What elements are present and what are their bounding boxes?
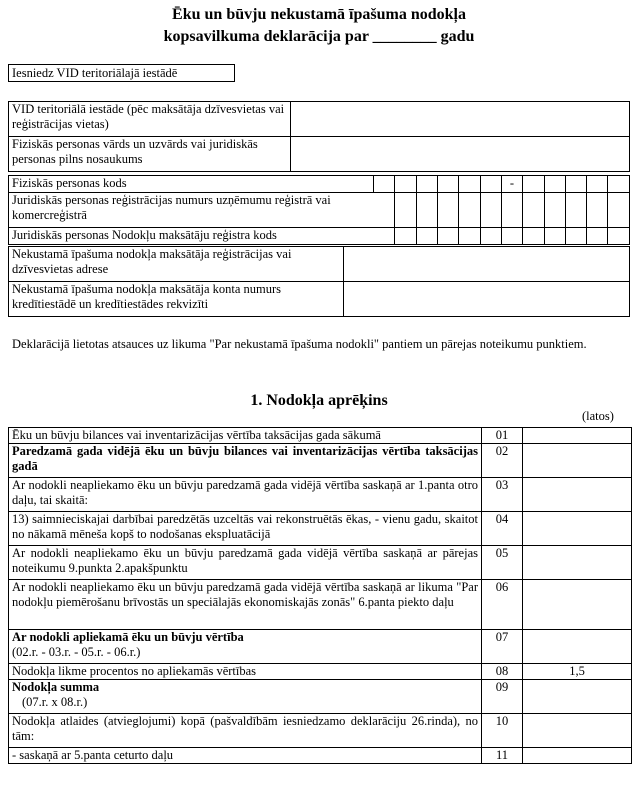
- info-table: [8, 101, 630, 172]
- row-label: 13) saimnieciskajai darbībai paredzētās uzceltās vai rekonstruētās ēkas, - vienu gadu, skaitot no nākamā mēneša kopš to nodošanas ekspluatācijā: [9, 512, 482, 546]
- tax-reg-code-label: Juridiskās personas Nodokļu maksātāju reģistra kods: [9, 228, 395, 245]
- tax-digit-box[interactable]: [544, 228, 565, 245]
- reg-digit-box[interactable]: [587, 193, 608, 228]
- row-code: 06: [482, 580, 523, 630]
- tax-digit-box[interactable]: [416, 228, 437, 245]
- row-code: 01: [482, 428, 523, 444]
- reg-digit-box[interactable]: [437, 193, 458, 228]
- tax-calc-table: [8, 427, 632, 764]
- tax-digit-box[interactable]: [459, 228, 480, 245]
- vid-field[interactable]: [291, 102, 630, 137]
- code-dash: -: [501, 176, 522, 193]
- row-label: Ar nodokli neapliekamo ēku un būvju paredzamā gada vidējā vērtība saskaņā ar likuma "Par nodokļu piemērošanu brīvostās un speciālajās ekonomiskajās zonās" 6.panta piekto daļu: [9, 580, 482, 630]
- vid-label: VID teritoriālā iestāde (pēc maksātāja dzīvesvietas vai reģistrācijas vietas): [9, 102, 291, 137]
- row-code: 07: [482, 630, 523, 664]
- row-code: 03: [482, 478, 523, 512]
- row-value-field[interactable]: [523, 444, 632, 478]
- row-label-cell: [9, 680, 482, 714]
- row-label: Ar nodokli neapliekamo ēku un būvju paredzamā gada vidējā vērtība saskaņā ar 1.panta otro daļu, tai skaitā:: [9, 478, 482, 512]
- address-field[interactable]: [344, 247, 630, 282]
- row-value-field[interactable]: [523, 580, 632, 630]
- code-digit-box[interactable]: [480, 176, 501, 193]
- row-code: 05: [482, 546, 523, 580]
- row-label-cell: [9, 630, 482, 664]
- row-code: 02: [482, 444, 523, 478]
- reference-note: Deklarācijā lietotas atsauces uz likuma "Par nekustamā īpašuma nodokli" pantiem un pārejas noteikumu punktiem.: [12, 337, 587, 351]
- reg-digit-box[interactable]: [416, 193, 437, 228]
- row-value-field[interactable]: [523, 630, 632, 664]
- tax-digit-box[interactable]: [501, 228, 522, 245]
- row-code: 11: [482, 748, 523, 764]
- document-title-line2: kopsavilkuma deklarācija par ________ gadu: [163, 28, 475, 45]
- row-value-field[interactable]: [523, 546, 632, 580]
- row-label: Ēku un būvju bilances vai inventarizācijas vērtība taksācijas gada sākumā: [9, 428, 482, 444]
- tax-digit-box[interactable]: [587, 228, 608, 245]
- unit-label: (latos): [582, 409, 614, 423]
- reg-digit-box[interactable]: [565, 193, 586, 228]
- row-sublabel: (02.r. - 03.r. - 05.r. - 06.r.): [12, 645, 141, 659]
- submit-to-label: Iesniedz VID teritoriālajā iestādē: [12, 66, 178, 80]
- row-value-field[interactable]: [523, 478, 632, 512]
- tax-digit-box[interactable]: [437, 228, 458, 245]
- row-sublabel: (07.r. x 08.r.): [22, 695, 88, 709]
- name-label: Fiziskās personas vārds un uzvārds vai juridiskās personas pilns nosaukums: [9, 137, 291, 172]
- code-digit-box[interactable]: [544, 176, 565, 193]
- row-value-field[interactable]: [523, 748, 632, 764]
- reg-digit-box[interactable]: [501, 193, 522, 228]
- bank-label: Nekustamā īpašuma nodokļa maksātāja konta numurs kredītiestādē un kredītiestādes rekvizīti: [9, 282, 344, 317]
- tax-digit-box[interactable]: [480, 228, 501, 245]
- tax-digit-box[interactable]: [565, 228, 586, 245]
- row-code: 09: [482, 680, 523, 714]
- row-value-field[interactable]: [523, 428, 632, 444]
- personal-code-label: Fiziskās personas kods: [9, 176, 374, 193]
- code-digit-box[interactable]: [373, 176, 394, 193]
- code-digit-box[interactable]: [608, 176, 630, 193]
- address-table: [8, 246, 630, 317]
- code-digit-box[interactable]: [416, 176, 437, 193]
- row-value-field[interactable]: 1,5: [523, 664, 632, 680]
- section-title: 1. Nodokļa aprēķins: [250, 392, 388, 409]
- row-value-field[interactable]: [523, 714, 632, 748]
- code-digit-box[interactable]: [459, 176, 480, 193]
- row-label: Nodokļa atlaides (atvieglojumi) kopā (pašvaldībām iesniedzamo deklarāciju 26.rinda), no tām:: [9, 714, 482, 748]
- address-label: Nekustamā īpašuma nodokļa maksātāja reģistrācijas vai dzīvesvietas adrese: [9, 247, 344, 282]
- code-digit-box[interactable]: [523, 176, 544, 193]
- row-label: Ar nodokli neapliekamo ēku un būvju paredzamā gada vidējā vērtība saskaņā ar pārejas noteikumu 9.punkta 2.apakšpunktu: [9, 546, 482, 580]
- code-digit-box[interactable]: [395, 176, 416, 193]
- row-value-field[interactable]: [523, 680, 632, 714]
- reg-digit-box[interactable]: [395, 193, 416, 228]
- row-label: Nodokļa summa: [12, 680, 100, 694]
- personal-code-table: [8, 175, 630, 245]
- submit-to-box: [8, 64, 235, 82]
- tax-digit-box[interactable]: [523, 228, 544, 245]
- row-label: - saskaņā ar 5.panta ceturto daļu: [9, 748, 482, 764]
- name-field[interactable]: [291, 137, 630, 172]
- reg-digit-box[interactable]: [608, 193, 630, 228]
- row-code: 10: [482, 714, 523, 748]
- document-title-line1: Ēku un būvju nekustamā īpašuma nodokļa: [172, 6, 466, 23]
- code-digit-box[interactable]: [587, 176, 608, 193]
- row-label: Nodokļa likme procentos no apliekamās vērtības: [9, 664, 482, 680]
- tax-digit-box[interactable]: [608, 228, 630, 245]
- reg-digit-box[interactable]: [544, 193, 565, 228]
- reg-digit-box[interactable]: [459, 193, 480, 228]
- tax-digit-box[interactable]: [395, 228, 416, 245]
- bank-field[interactable]: [344, 282, 630, 317]
- row-code: 04: [482, 512, 523, 546]
- row-label: Ar nodokli apliekamā ēku un būvju vērtība: [12, 630, 244, 644]
- row-label: Paredzamā gada vidējā ēku un būvju bilances vai inventarizācijas vērtība taksācijas gadā: [9, 444, 482, 478]
- reg-digit-box[interactable]: [523, 193, 544, 228]
- row-value-field[interactable]: [523, 512, 632, 546]
- code-digit-box[interactable]: [565, 176, 586, 193]
- reg-number-label: Juridiskās personas reģistrācijas numurs uzņēmumu reģistrā vai komercreģistrā: [9, 193, 395, 228]
- row-code: 08: [482, 664, 523, 680]
- reg-digit-box[interactable]: [480, 193, 501, 228]
- code-digit-box[interactable]: [437, 176, 458, 193]
